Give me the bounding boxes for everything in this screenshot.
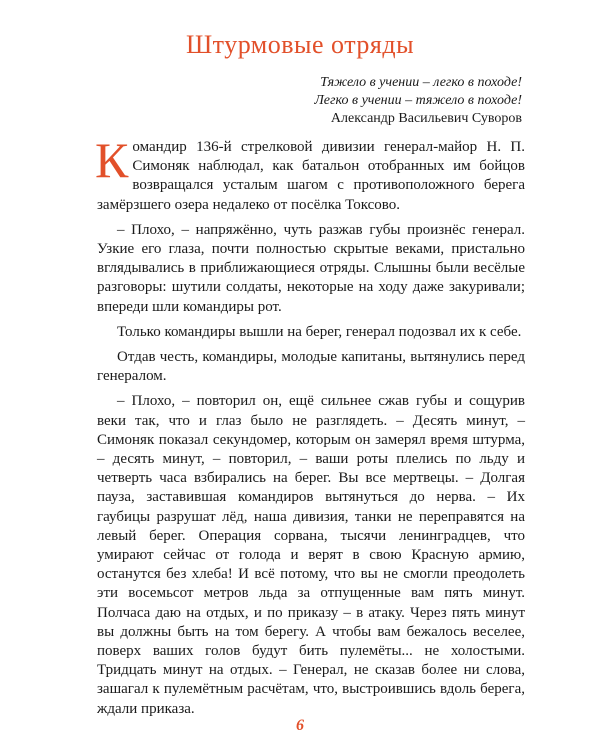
drop-cap: К — [95, 132, 129, 188]
epigraph-line: Легко в учении – тяжело в походе! — [314, 93, 522, 108]
body-text — [95, 132, 525, 719]
epigraph — [314, 74, 522, 110]
paragraph-text: омандир 136-й стрелковой дивизии генерал-майор Н. П. Симоняк наблюдал, как батальон отобранных им бойцов возвращался усталым шагом с противоположного берега замёрзшего озера недалеко от посёлка Токсово. — [97, 139, 525, 213]
paragraph: – Плохо, – повторил он, ещё сильнее сжав губы и сощурив веки так, что и глаз было не разглядеть. – Десять минут, – Симоняк показал секундомер, которым он замерял время штурма, – десять минут, – повторил, – ваши роты плелись по льду и четверть часа взбирались на берег. Вы все мертвецы. – Долгая пауза, заставившая командиров вытянуться до нерва. – Их гаубицы разрушат лёд, наша дивизия, танки не переправятся на левый берег. Операция сорвана, тысячи ленинградцев, что умирают сейчас от голода и верят в свою Красную армию, останутся без хлеба! И всё потому, что вы не смогли преодолеть эти восемьсот метров льда за отпущенные вам пять минут. Полчаса даю на отдых, и по приказу – в атаку. Через пять минут вы должны быть на том берегу. А чтобы вам бежалось веселее, поверх ваших голов будут бить пулемёты... не холостыми. Тридцать минут на отдых. – Генерал, не сказав более ни слова, зашагал к пулемётным расчётам, что, выстроившись вдоль берега, ждали приказа. — [97, 393, 525, 717]
page-number: 6 — [296, 717, 304, 734]
paragraph — [95, 132, 525, 215]
chapter-title: Штурмовые отряды — [185, 30, 415, 59]
paragraph: – Плохо, – напряжённо, чуть разжав губы произнёс генерал. Узкие его глаза, почти полностью скрытые веками, пристально вглядывались в приближающиеся отряды. Слышны были весёлые разговоры: шутили солдаты, некоторые на ходу даже закуривали; впереди шли командиры рот. — [97, 221, 525, 315]
paragraph: Только командиры вышли на берег, генерал подозвал их к себе. — [117, 323, 522, 340]
epigraph-line: Тяжело в учении – легко в походе! — [320, 75, 522, 90]
paragraph: Отдав честь, командиры, молодые капитаны, вытянулись перед генералом. — [97, 349, 525, 385]
epigraph-author: Александр Васильевич Суворов — [330, 111, 522, 126]
